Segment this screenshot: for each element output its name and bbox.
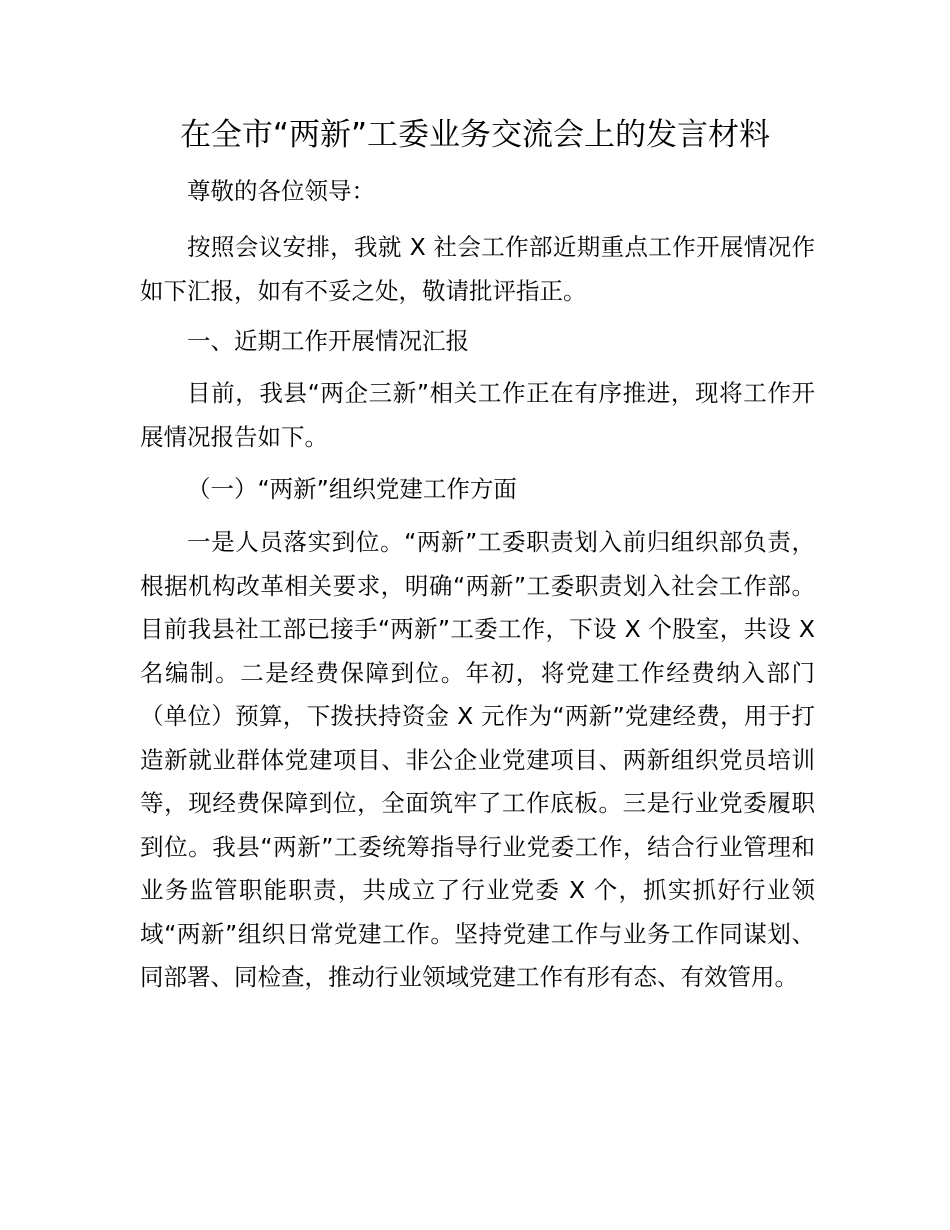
document-title: 在全市“两新”工委业务交流会上的发言材料 [179,117,771,153]
status-paragraph: 目前，我县“两企三新”相关工作正在有序推进，现将工作开展情况报告如下。 [140,379,815,451]
subsection-heading-block [140,468,815,512]
details-paragraph: 一是人员落实到位。“两新”工委职责划入前归组织部负责，根据机构改革相关要求，明确“两新”工委职责划入社会工作部。目前我县社工部已接手“两新”工委工作，下设 X 个股室，共设 X 名编制。二是经费保障到位。年初，将党建工作经费纳入部门（单位）预算，下拨扶持资金 X 元作为“两新”党建经费，用于打造新就业群体党建项目、非公企业党建项目、两新组织党员培训等，现经费保障到位，全面筑牢了工作底板。三是行业党委履职到位。我县“两新”工委统筹指导行业党委工作，结合行业管理和业务监管职能职责，共成立了行业党委 X 个，抓实抓好行业领域“两新”组织日常党建工作。坚持党建工作与业务工作同谋划、同部署、同检查，推动行业领域党建工作有形有态、有效管用。 [140,528,815,991]
salutation: 尊敬的各位领导： [187,177,375,205]
subsection-heading: （一）“两新”组织党建工作方面 [187,475,517,503]
section-heading-block [140,320,815,364]
details-block [140,521,815,1000]
status-block [140,372,815,459]
section-heading: 一、近期工作开展情况汇报 [187,327,469,355]
salutation-block [140,170,815,214]
intro-paragraph: 按照会议安排，我就 X 社会工作部近期重点工作开展情况作如下汇报，如有不妥之处，敬请批评指正。 [140,233,815,305]
intro-block [140,226,815,313]
